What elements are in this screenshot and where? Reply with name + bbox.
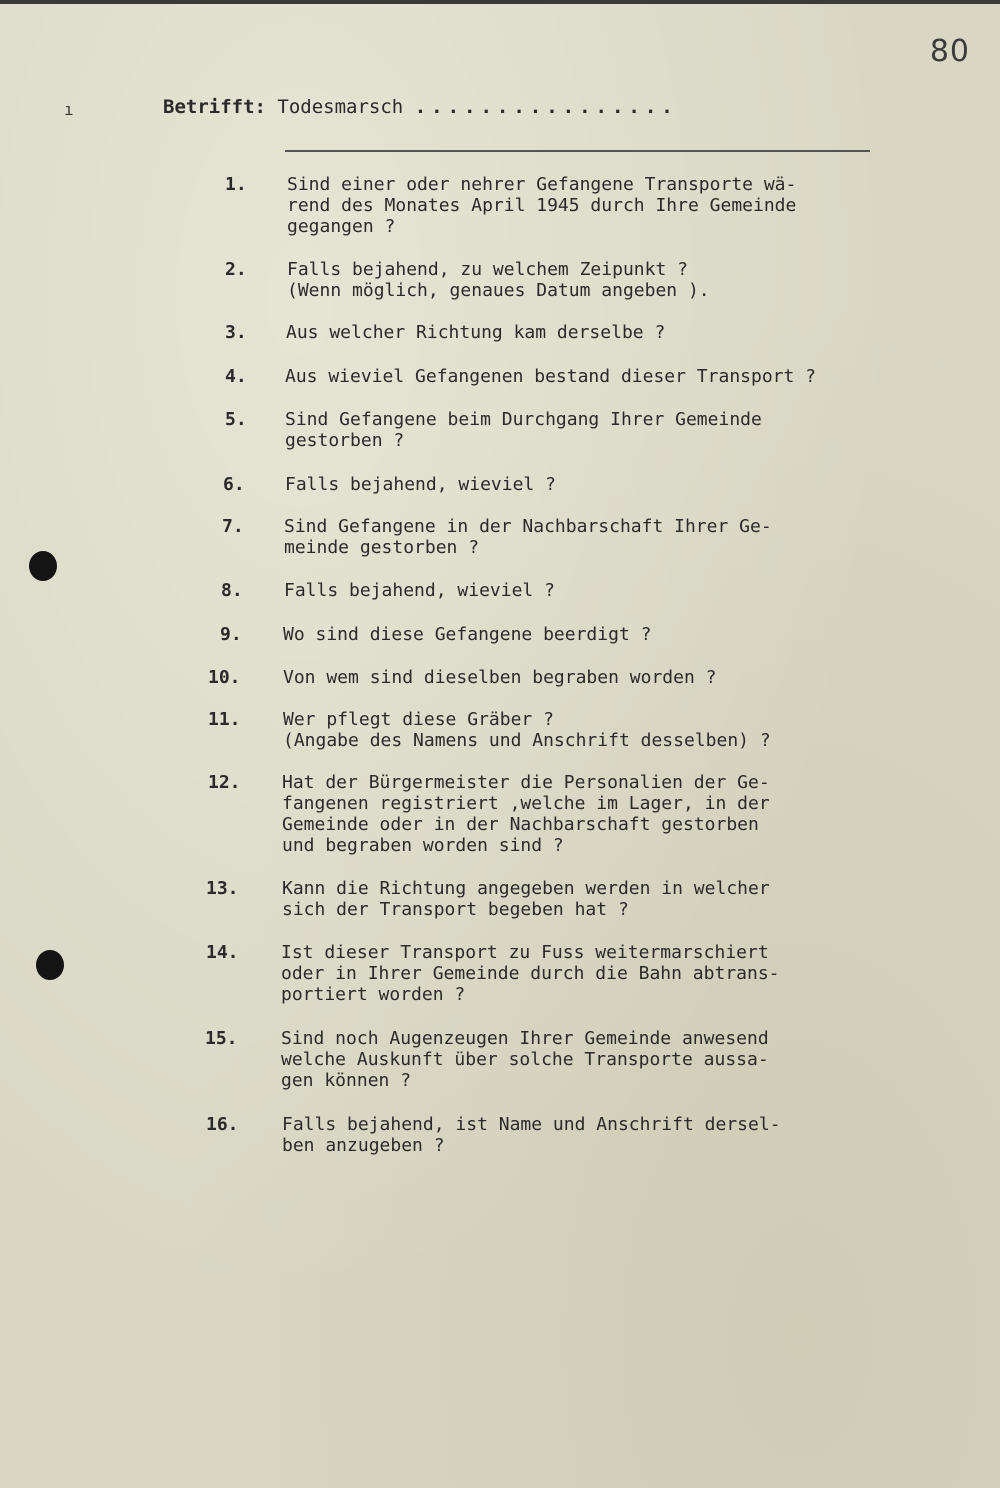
question-line: Falls bejahend, ist Name und Anschrift dersel- [282, 1114, 781, 1135]
question-text [287, 259, 710, 301]
question-text [282, 772, 770, 856]
question-line: Aus welcher Richtung kam derselbe ? [286, 322, 666, 343]
question-number: 1. [225, 174, 247, 195]
question-line: Kann die Richtung angegeben werden in welcher [282, 878, 770, 899]
question-text [282, 1114, 781, 1156]
question-number: 5. [225, 409, 247, 430]
question-line: oder in Ihrer Gemeinde durch die Bahn abtrans- [281, 963, 780, 984]
subject-topic: Todesmarsch [277, 96, 404, 118]
question-line: meinde gestorben ? [284, 537, 480, 558]
question-line: gestorben ? [285, 430, 405, 451]
question-number: 16. [206, 1114, 239, 1135]
subject-label: Betrifft: [163, 96, 266, 118]
question-text [285, 366, 816, 387]
page-number: 80 [929, 34, 970, 69]
question-number: 2. [225, 259, 247, 280]
question-text [283, 667, 716, 688]
question-text [282, 878, 770, 920]
question-number: 3. [225, 322, 247, 343]
question-line: Sind einer oder nehrer Gefangene Transporte wä- [287, 174, 797, 195]
question-line: Falls bejahend, wieviel ? [284, 580, 555, 601]
subject-dots: ................ [414, 96, 678, 118]
question-line: Gemeinde oder in der Nachbarschaft gestorben [282, 814, 759, 835]
question-line: rend des Monates April 1945 durch Ihre Gemeinde [287, 195, 797, 216]
question-line: welche Auskunft über solche Transporte aussa- [281, 1049, 769, 1070]
subject-underline [285, 150, 870, 152]
question-text [284, 580, 555, 601]
question-text [285, 474, 556, 495]
question-number: 7. [222, 516, 244, 537]
question-number: 9. [220, 624, 242, 645]
question-text [281, 942, 780, 1005]
question-number: 8. [221, 580, 243, 601]
scan-top-edge [0, 0, 1000, 4]
question-line: Sind Gefangene beim Durchgang Ihrer Gemeinde [285, 409, 762, 430]
question-line: Von wem sind dieselben begraben worden ? [283, 667, 717, 688]
question-number: 11. [208, 709, 241, 730]
question-number: 12. [208, 772, 241, 793]
question-text [283, 624, 651, 645]
question-line: gegangen ? [287, 216, 396, 237]
question-text [284, 516, 772, 558]
question-line: gen können ? [281, 1070, 412, 1091]
question-line: Wo sind diese Gefangene beerdigt ? [283, 624, 652, 645]
question-line: portiert worden ? [281, 984, 466, 1005]
question-line: sich der Transport begeben hat ? [282, 899, 629, 920]
punch-hole-top [29, 551, 57, 581]
question-number: 10. [208, 667, 241, 688]
question-line: ben anzugeben ? [282, 1135, 445, 1156]
question-line: und begraben worden sind ? [282, 835, 564, 856]
question-line: (Angabe des Namens und Anschrift desselben) ? [283, 730, 771, 751]
question-line: (Wenn möglich, genaues Datum angeben ). [287, 280, 710, 301]
question-line: Sind Gefangene in der Nachbarschaft Ihrer Ge- [284, 516, 772, 537]
question-number: 13. [206, 878, 239, 899]
question-text [281, 1028, 769, 1091]
question-line: Sind noch Augenzeugen Ihrer Gemeinde anwesend [281, 1028, 769, 1049]
question-line: fangenen registriert ,welche im Lager, in der [282, 793, 770, 814]
question-number: 4. [225, 366, 247, 387]
question-text [283, 709, 771, 751]
punch-hole-bottom [36, 950, 64, 980]
question-text [286, 322, 665, 343]
question-number: 15. [205, 1028, 238, 1049]
question-line: Wer pflegt diese Gräber ? [283, 709, 554, 730]
question-line: Aus wieviel Gefangenen bestand dieser Transport ? [285, 366, 817, 387]
question-line: Falls bejahend, zu welchem Zeipunkt ? [287, 259, 688, 280]
question-number: 6. [223, 474, 245, 495]
question-number: 14. [206, 942, 239, 963]
question-line: Falls bejahend, wieviel ? [285, 474, 556, 495]
subject-line [163, 96, 678, 118]
question-text [285, 409, 762, 451]
question-text [287, 174, 796, 237]
question-line: Hat der Bürgermeister die Personalien der Ge- [282, 772, 770, 793]
question-line: Ist dieser Transport zu Fuss weitermarschiert [281, 942, 769, 963]
margin-mark: ı [64, 100, 74, 119]
